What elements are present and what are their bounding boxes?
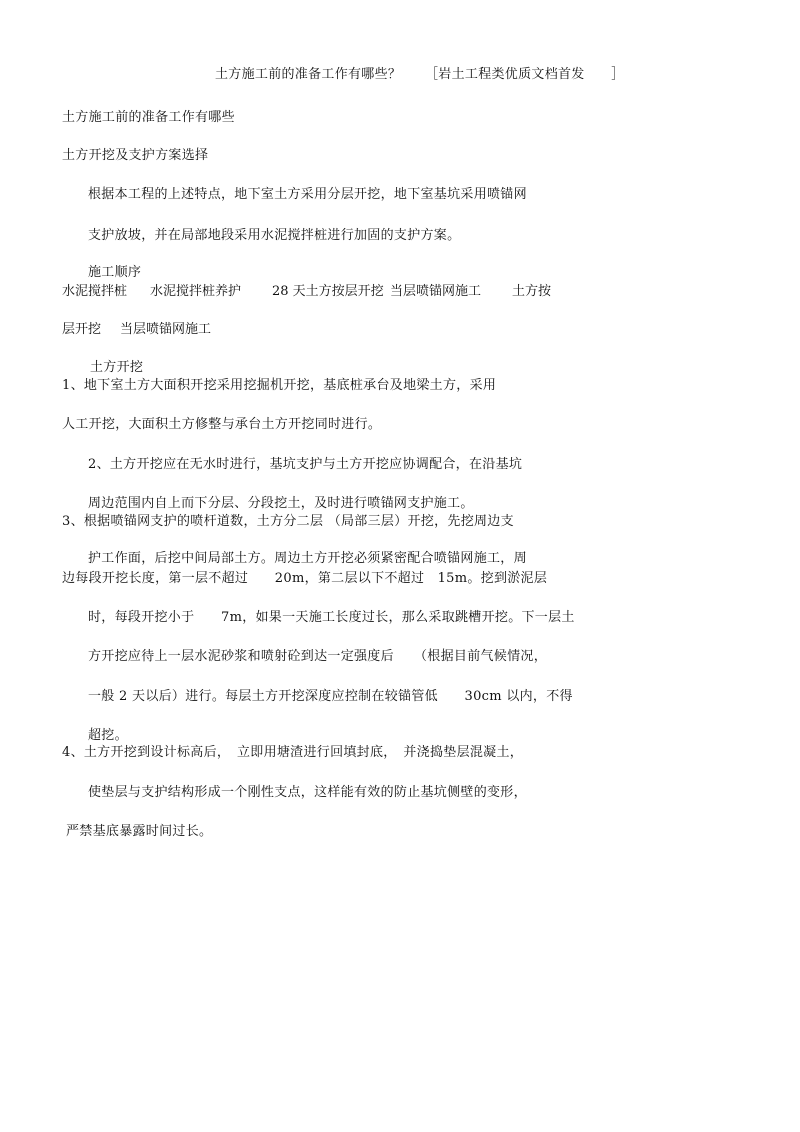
- paragraph-line: 方开挖应待上一层水泥砂浆和喷射砼到达一定强度后 （根据目前气候情况，: [88, 649, 548, 664]
- sequence-step: 水泥搅拌桩养护: [150, 284, 242, 299]
- section-heading-earth-excavation: 土方开挖: [90, 360, 144, 375]
- paragraph-line: 3、根据喷锚网支护的喷杆道数，土方分二层 （局部三层）开挖，先挖周边支: [62, 514, 514, 529]
- sequence-step: 层开挖: [62, 322, 102, 337]
- document-title-left: 土方施工前的准备工作有哪些？: [215, 67, 402, 82]
- paragraph-line: 1、地下室土方大面积开挖采用挖掘机开挖，基底桩承台及地梁土方，采用: [62, 378, 497, 393]
- paragraph-line: 2、土方开挖应在无水时进行，基坑支护与土方开挖应协调配合，在沿基坑: [88, 457, 523, 472]
- paragraph-line: 护工作面，后挖中间局部土方。周边土方开挖必须紧密配合喷锚网施工，周: [88, 551, 527, 566]
- paragraph-line: 边每段开挖长度，第一层不超过 20m，第二层以下不超过 15m。挖到淤泥层: [62, 571, 548, 586]
- paragraph-line: 人工开挖，大面积土方修整与承台土方开挖同时进行。: [62, 417, 382, 432]
- paragraph-line: 超挖。: [88, 728, 128, 743]
- sequence-step: 土方按: [512, 284, 552, 299]
- document-title-right: ［岩土工程类优质文档首发 ］: [425, 67, 625, 82]
- paragraph-line: 使垫层与支护结构形成一个刚性支点，这样能有效的防止基坑侧壁的变形，: [88, 785, 527, 800]
- section-heading-excavation-support: 土方开挖及支护方案选择: [62, 148, 209, 163]
- sequence-step: 28 天土方按层开挖: [272, 284, 384, 299]
- sequence-step: 当层喷锚网施工: [120, 322, 212, 337]
- sequence-step: 当层喷锚网施工: [390, 284, 482, 299]
- paragraph-line: 根据本工程的上述特点，地下室土方采用分层开挖，地下室基坑采用喷锚网: [88, 187, 527, 202]
- paragraph-line: 周边范围内自上而下分层、分段挖土，及时进行喷锚网支护施工。: [88, 496, 474, 511]
- paragraph-line: 严禁基底暴露时间过长。: [66, 824, 213, 839]
- paragraph-line: 4、土方开挖到设计标高后， 立即用塘渣进行回填封底， 并浇捣垫层混凝土，: [62, 745, 524, 760]
- paragraph-line: 时，每段开挖小于 7m，如果一天施工长度过长，那么采取跳槽开挖。下一层土: [88, 610, 575, 625]
- section-heading-construction-sequence: 施工顺序: [88, 265, 142, 280]
- paragraph-line: 一般 2 天以后）进行。每层土方开挖深度应控制在较锚管低 30cm 以内，不得: [88, 689, 573, 704]
- paragraph-line: 支护放坡，并在局部地段采用水泥搅拌桩进行加固的支护方案。: [88, 228, 461, 243]
- document-heading: 土方施工前的准备工作有哪些: [62, 110, 235, 125]
- sequence-step: 水泥搅拌桩: [62, 284, 128, 299]
